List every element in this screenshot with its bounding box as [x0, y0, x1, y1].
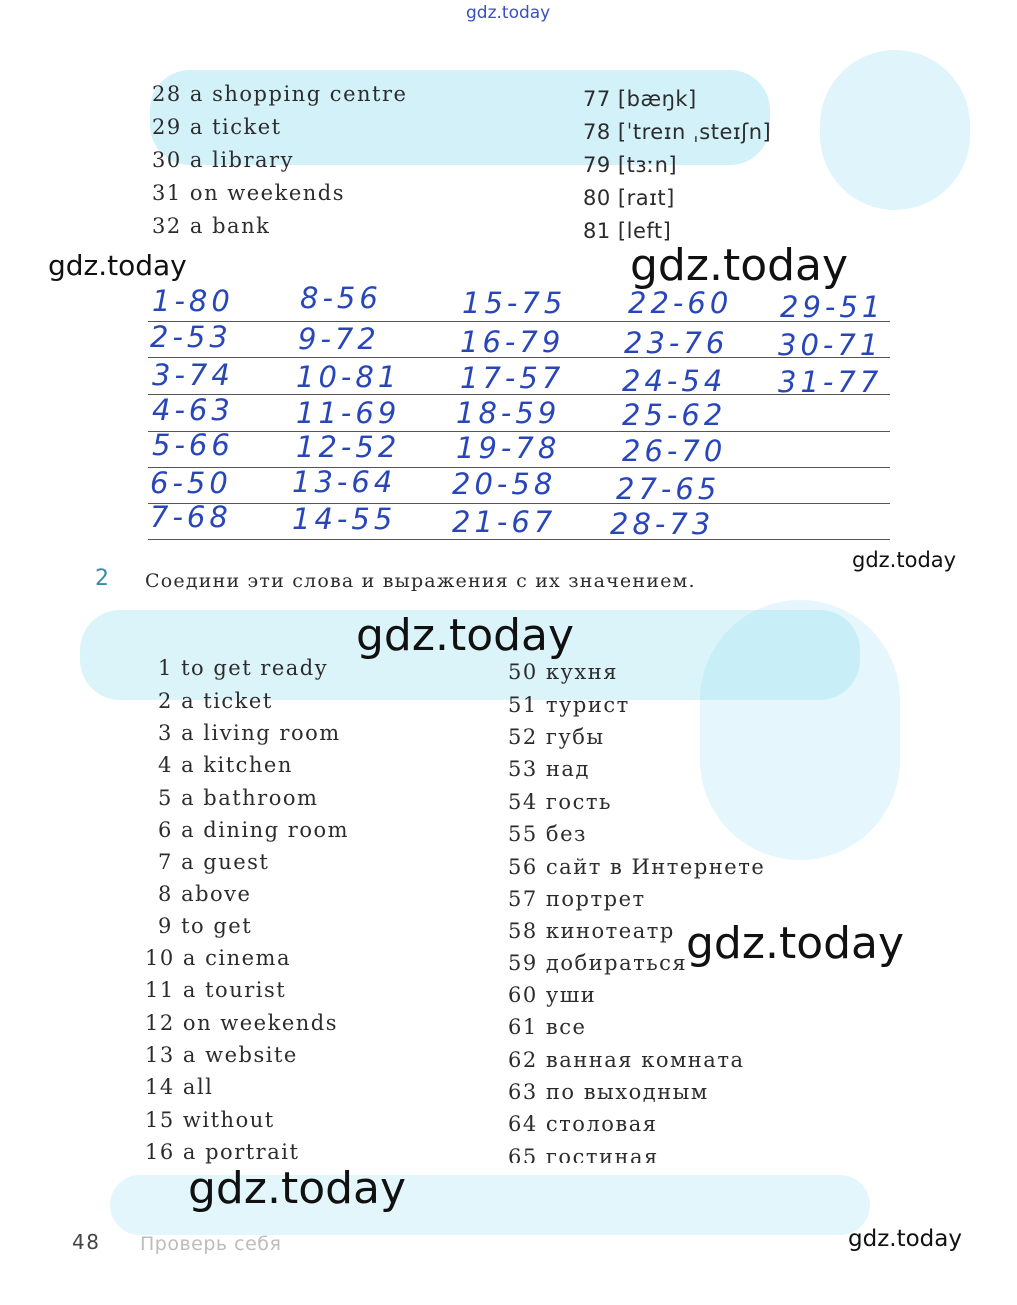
answer: 7-68 — [150, 500, 232, 534]
watermark-bottom: gdz.today — [188, 1163, 407, 1214]
answer: 12-52 — [296, 430, 401, 464]
answer: 4-63 — [152, 393, 234, 427]
answer: 8-56 — [300, 281, 382, 315]
list-item: 4 a kitchen — [158, 753, 293, 777]
answer: 14-55 — [292, 502, 397, 536]
list-item: 51 турист — [508, 693, 630, 717]
list-item: 61 все — [508, 1015, 587, 1039]
list-item: 10 a cinema — [145, 946, 291, 970]
answer: 18-59 — [456, 396, 561, 430]
list-item: 6 a dining room — [158, 818, 350, 842]
list-item: 54 гость — [508, 790, 612, 814]
watermark-right: gdz.today — [630, 240, 849, 291]
answer: 9-72 — [298, 322, 380, 356]
watermark-shape-ring-top — [820, 50, 970, 210]
list-item: 11 a tourist — [145, 978, 287, 1002]
watermark-mid-right: gdz.today — [686, 918, 905, 969]
page-number: 48 — [72, 1230, 101, 1254]
list-item: 29 a ticket — [152, 115, 282, 139]
list-item: 58 кинотеатр — [508, 919, 675, 943]
grid-line — [148, 321, 890, 322]
list-item: 64 столовая — [508, 1112, 658, 1136]
list-item: 31 on weekends — [152, 181, 345, 205]
watermark-center: gdz.today — [356, 610, 575, 661]
list-item: 57 портрет — [508, 887, 646, 911]
list-item: 63 по выходным — [508, 1080, 709, 1104]
list-item: 8 above — [158, 882, 252, 906]
watermark-footer: gdz.today — [848, 1226, 962, 1252]
list-item: 28 a shopping centre — [152, 82, 408, 106]
answer: 17-57 — [460, 361, 565, 395]
list-item: 60 уши — [508, 983, 597, 1007]
answer: 27-65 — [616, 472, 721, 506]
answer: 26-70 — [622, 434, 727, 468]
list-item: 13 a website — [145, 1043, 298, 1067]
answer: 16-79 — [460, 325, 565, 359]
answer: 2-53 — [150, 320, 232, 354]
list-item: 9 to get — [158, 914, 253, 938]
list-item: 80 [raɪt] — [583, 186, 675, 210]
list-item: 14 all — [145, 1075, 214, 1099]
list-item: 55 без — [508, 822, 587, 846]
answer: 10-81 — [296, 360, 401, 394]
list-item: 5 a bathroom — [158, 786, 319, 810]
answer: 28-73 — [610, 507, 715, 541]
task-instruction: Соедини эти слова и выражения с их значением. — [145, 570, 696, 592]
watermark-left: gdz.today — [48, 249, 187, 282]
list-item: 81 [left] — [583, 219, 672, 243]
answer: 13-64 — [292, 465, 397, 499]
task-number: 2 — [95, 566, 111, 591]
answer: 20-58 — [452, 467, 557, 501]
list-item: 7 a guest — [158, 850, 270, 874]
list-item: 16 a portrait — [145, 1140, 300, 1164]
list-item: 65 гостиная — [508, 1145, 659, 1163]
answer: 21-67 — [452, 505, 557, 539]
list-item: 62 ванная комната — [508, 1048, 745, 1072]
list-item: 59 добираться — [508, 951, 688, 975]
answer: 29-51 — [780, 290, 885, 324]
answer: 25-62 — [622, 398, 727, 432]
answer: 3-74 — [152, 358, 234, 392]
answer: 23-76 — [624, 326, 729, 360]
answer: 5-66 — [152, 428, 234, 462]
section-label: Проверь себя — [140, 1233, 282, 1255]
list-item: 53 над — [508, 757, 590, 781]
list-item: 1 to get ready — [158, 656, 329, 680]
list-item: 50 кухня — [508, 660, 618, 684]
grid-line — [148, 539, 890, 540]
list-item: 77 [bæŋk] — [583, 87, 697, 111]
answer: 24-54 — [622, 364, 727, 398]
list-item: 15 without — [145, 1108, 275, 1132]
answer: 30-71 — [778, 328, 883, 362]
list-item: 12 on weekends — [145, 1011, 338, 1035]
answer: 11-69 — [296, 396, 401, 430]
list-item: 56 сайт в Интернете — [508, 855, 766, 879]
list-item: 79 [tɜːn] — [583, 153, 678, 177]
answer: 15-75 — [462, 286, 567, 320]
answer: 31-77 — [778, 365, 883, 399]
list-item: 3 a living room — [158, 721, 341, 745]
answer: 22-60 — [628, 286, 733, 320]
answer: 6-50 — [150, 466, 232, 500]
grid-line — [148, 503, 890, 504]
list-item: 32 a bank — [152, 214, 271, 238]
list-item: 2 a ticket — [158, 689, 273, 713]
answer: 1-80 — [152, 284, 234, 318]
list-item: 30 a library — [152, 148, 294, 172]
answer: 19-78 — [456, 431, 561, 465]
watermark-small-right: gdz.today — [852, 548, 957, 572]
top-watermark: gdz.today — [466, 3, 551, 23]
list-item: 52 губы — [508, 725, 605, 749]
list-item: 78 [ˈtreɪn ˌsteɪʃn] — [583, 120, 772, 144]
watermark-shape-ring-middle — [700, 600, 900, 860]
